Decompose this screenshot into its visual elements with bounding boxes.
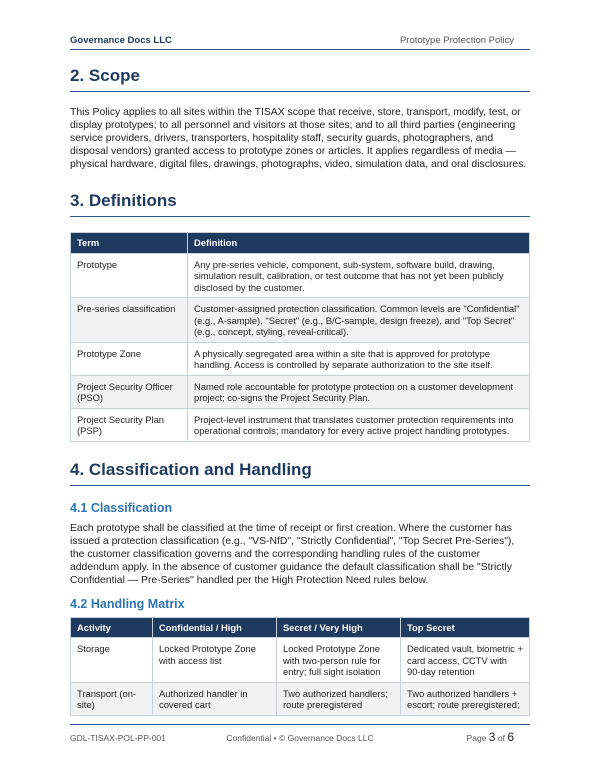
classification-paragraph: Each prototype shall be classified at the time of receipt or first creation. Where the customer has issued a protection classification (e.g., "VS-NfD", "Strictly Confidential", "Top Secret Pre-Series"), the customer classification governs and the corresponding handling rules of the customer addendum apply. In the absence of customer guidance the default classification shall be "Strictly Confidential — Pre-Series" handled per the High Protection Need rules below. [70, 522, 515, 586]
header-organization: Governance Docs LLC [70, 35, 172, 46]
footer-confidentiality: Confidential • © Governance Docs LLC [226, 733, 374, 743]
classification-subheading: 4.1 Classification [70, 500, 173, 515]
table-row [71, 682, 530, 715]
table-row [71, 638, 530, 683]
top-secret-cell: Two authorized handlers + escort; route preregistered; [401, 682, 530, 715]
page-header [70, 33, 530, 50]
header-document-title: Prototype Protection Policy [399, 35, 514, 46]
scope-heading: 2. Scope [70, 66, 530, 92]
term-cell: Prototype Zone [71, 342, 188, 375]
term-cell: Pre-series classification [71, 298, 188, 343]
column-header-definition: Definition [188, 233, 530, 254]
definitions-header-row [71, 233, 530, 254]
definition-cell: A physically segregated area within a site that is approved for prototype handling. Access is controlled by separate authorization to the site itself. [188, 342, 530, 375]
table-row [71, 342, 530, 375]
definition-cell: Any pre-series vehicle, component, sub-system, software build, drawing, simulation result, calibration, or test outcome that has not yet been publicly disclosed by the customer. [188, 253, 530, 298]
activity-cell: Transport (on-site) [71, 682, 153, 715]
page-number: 3 [488, 730, 496, 744]
page-content [70, 66, 530, 716]
column-header-top-secret: Top Secret [401, 617, 530, 638]
page-label: Page [466, 733, 487, 743]
page-footer [70, 724, 530, 745]
page-indicator [467, 730, 514, 744]
table-row [71, 298, 530, 343]
handling-matrix-subheading: 4.2 Handling Matrix [70, 596, 185, 611]
of-label: of [497, 733, 505, 743]
column-header-term: Term [71, 233, 188, 254]
term-cell: Project Security Officer (PSO) [71, 375, 188, 408]
column-header-secret: Secret / Very High [277, 617, 401, 638]
table-row [71, 408, 530, 441]
footer-document-code: GDL-TISAX-POL-PP-001 [70, 733, 166, 743]
definition-cell: Customer-assigned protection classification. Common levels are "Confidential" (e.g., A-sample), "Secret" (e.g., B/C-sample, design freeze), and "Top Secret" (e.g., concept, styling, reveal-critical). [188, 298, 530, 343]
matrix-header-row [71, 617, 530, 638]
classification-handling-heading: 4. Classification and Handling [70, 460, 530, 486]
confidential-cell: Locked Prototype Zone with access list [153, 638, 277, 683]
column-header-confidential: Confidential / High [153, 617, 277, 638]
secret-cell: Locked Prototype Zone with two-person rule for entry; full sight isolation [277, 638, 401, 683]
secret-cell: Two authorized handlers; route preregistered [277, 682, 401, 715]
definition-cell: Named role accountable for prototype protection on a customer development project; co-signs the Project Security Plan. [188, 375, 530, 408]
confidential-cell: Authorized handler in covered cart [153, 682, 277, 715]
handling-matrix-table [70, 617, 530, 716]
column-header-activity: Activity [71, 617, 153, 638]
scope-paragraph: This Policy applies to all sites within the TISAX scope that receive, store, transport, modify, test, or display prototypes; to all personnel and visitors at those sites; and to all third parties (engineering service providers, drivers, transporters, hospitality staff, security guards, photographers, and disposal vendors) granted access to prototype zones or articles. It applies regardless of media — physical hardware, digital files, drawings, photographs, video, simulation data, and oral disclosures. [70, 107, 527, 170]
definition-cell: Project-level instrument that translates customer protection requirements into operational controls; mandatory for every active project handling prototypes. [188, 408, 530, 441]
table-row [71, 375, 530, 408]
total-pages: 6 [507, 730, 514, 744]
table-row [71, 253, 530, 298]
definitions-heading: 3. Definitions [70, 191, 530, 217]
definitions-table [70, 232, 530, 442]
top-secret-cell: Dedicated vault, biometric + card access, CCTV with 90-day retention [401, 638, 530, 683]
activity-cell: Storage [71, 638, 153, 683]
term-cell: Project Security Plan (PSP) [71, 408, 188, 441]
term-cell: Prototype [71, 253, 188, 298]
